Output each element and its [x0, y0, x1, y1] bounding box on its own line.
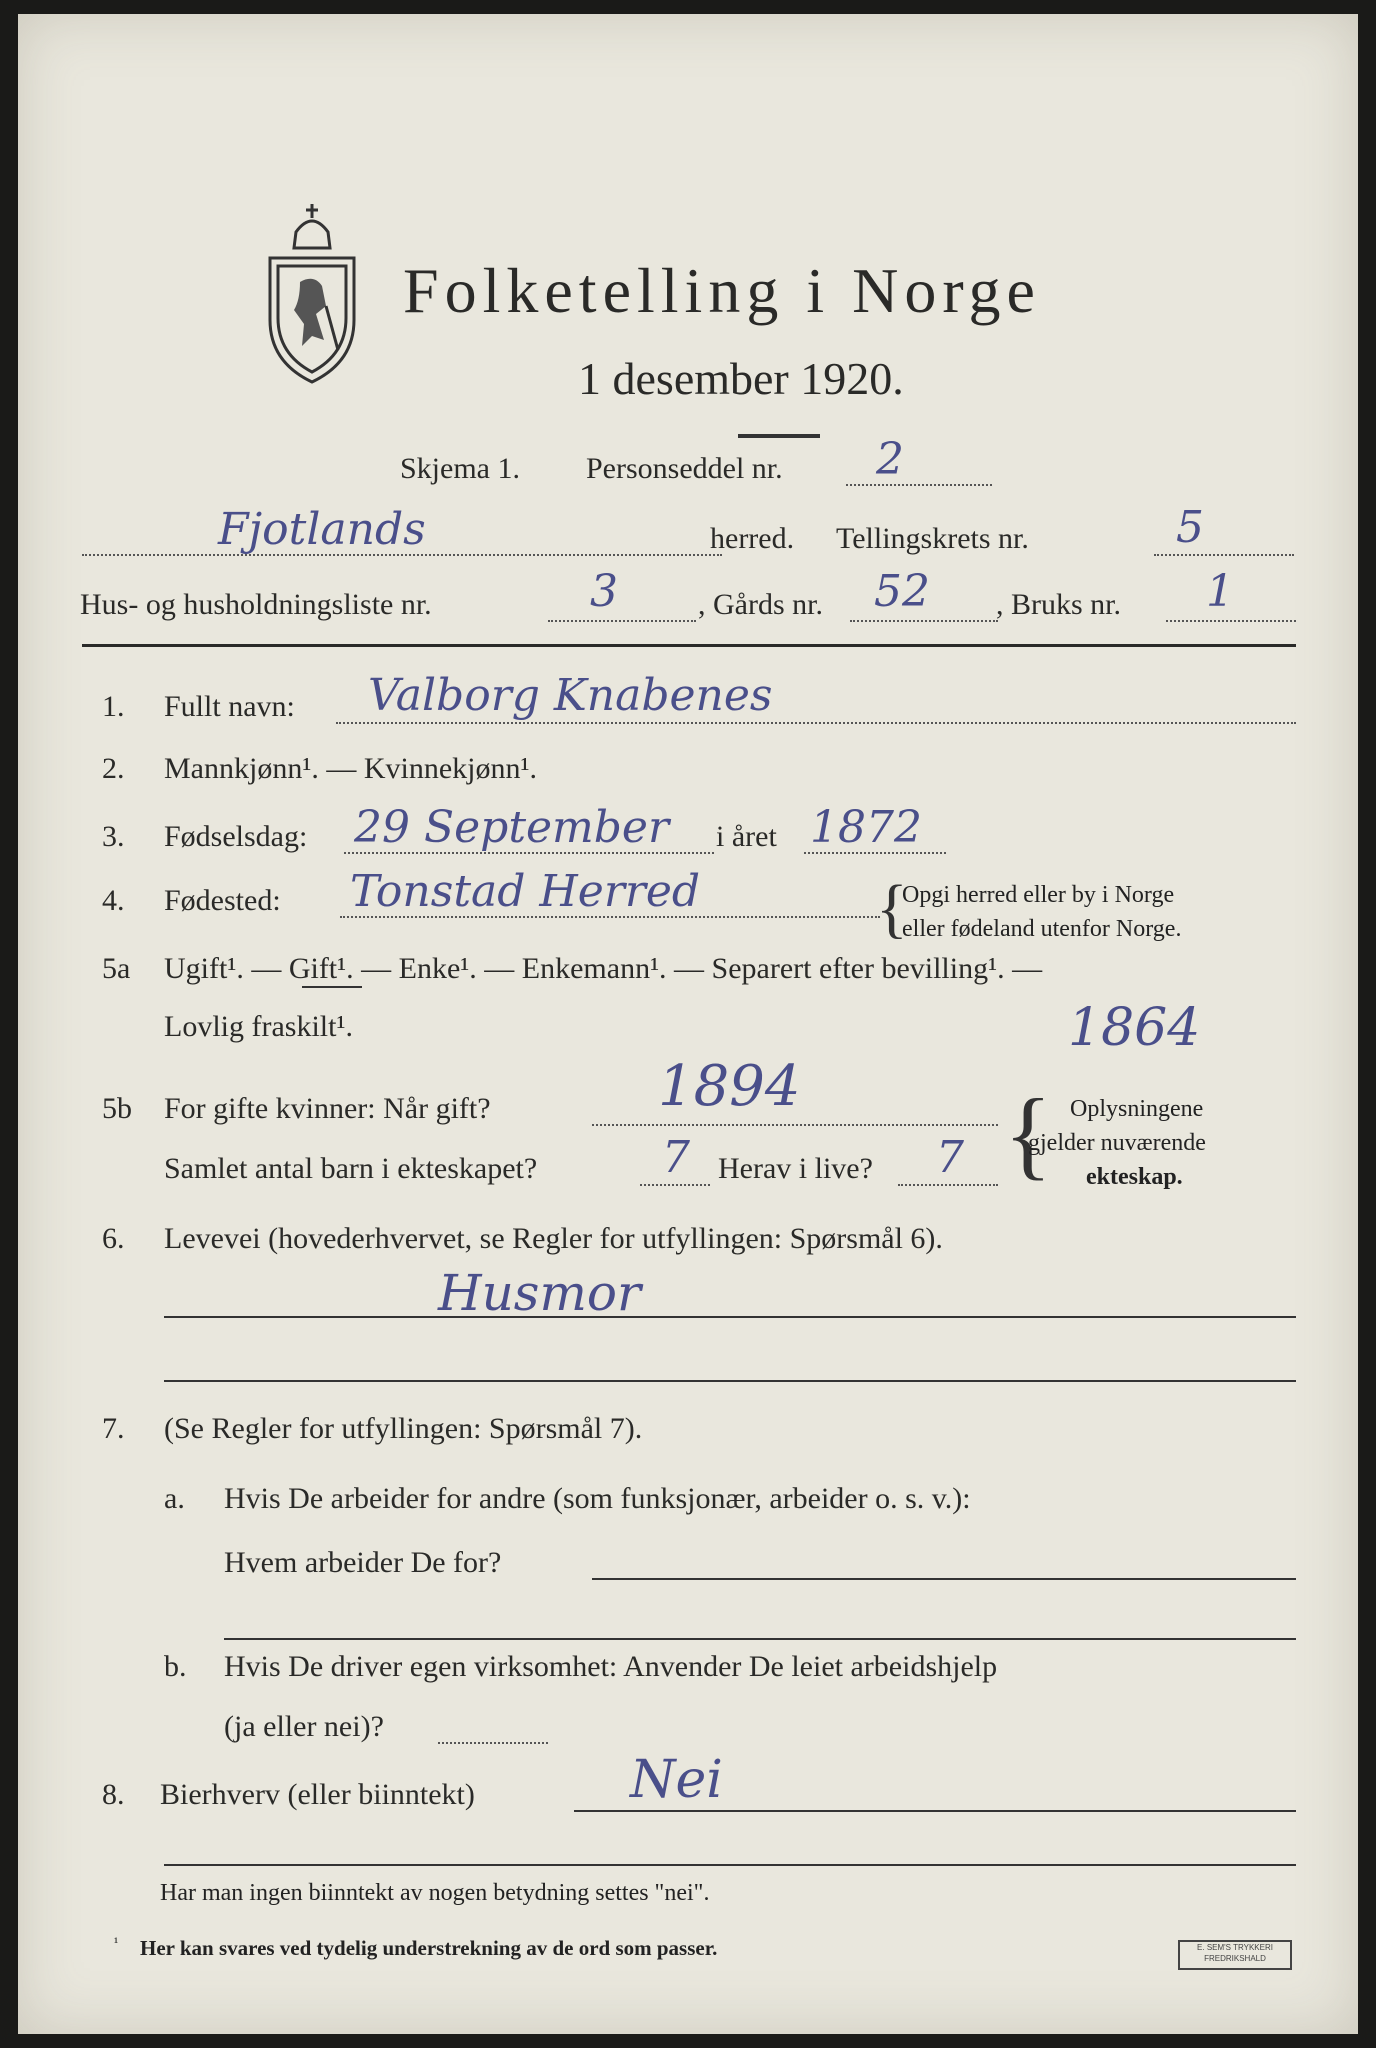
q4-note-line1: Opgi herred eller by i Norge [902, 882, 1175, 908]
marital-status-options-line2[interactable]: Lovlig fraskilt¹. [164, 1010, 353, 1043]
q4-note-line2: eller fødeland utenfor Norge. [902, 916, 1182, 942]
form-date: 1 desember 1920. [578, 353, 904, 404]
bruks-line [1166, 620, 1296, 622]
q6-label: Levevei (hovederhvervet, se Regler for utfyllingen: Spørsmål 6). [164, 1222, 943, 1255]
q6-number: 6. [102, 1222, 125, 1255]
alive-line [898, 1184, 998, 1186]
q4-brace: { [876, 872, 908, 945]
q5b-number: 5b [102, 1092, 132, 1125]
census-form-sheet [18, 14, 1358, 2034]
alive-value[interactable]: 7 [936, 1132, 964, 1183]
gards-value[interactable]: 52 [874, 566, 930, 617]
stamp-line1: E. SEM'S TRYKKERI [1197, 1943, 1273, 1952]
personseddel-line [846, 484, 992, 486]
hired-help-line[interactable] [438, 1742, 548, 1744]
alive-label: Herav i live? [718, 1152, 873, 1185]
title-divider [738, 434, 820, 438]
gards-label: , Gårds nr. [698, 588, 823, 621]
q1-label: Fullt navn: [164, 690, 295, 723]
husliste-label: Hus- og husholdningsliste nr. [80, 588, 432, 621]
side-income-line [574, 1810, 1296, 1812]
birthplace-value[interactable]: Tonstad Herred [350, 866, 701, 917]
q3-number: 3. [102, 820, 125, 853]
q2-number: 2. [102, 752, 125, 785]
birth-year-value[interactable]: 1872 [810, 802, 922, 853]
herred-value[interactable]: Fjotlands [218, 504, 426, 555]
personseddel-value[interactable]: 2 [876, 434, 904, 485]
marital-status-options[interactable]: Ugift¹. — Gift¹. — Enke¹. — Enkemann¹. — Separert efter bevilling¹. — [164, 952, 1043, 985]
full-name-value[interactable]: Valborg Knabenes [368, 670, 773, 721]
bruks-value[interactable]: 1 [1206, 566, 1234, 617]
q4-label: Fødested: [164, 884, 281, 917]
q7b-letter: b. [164, 1650, 187, 1683]
employer-line[interactable] [592, 1578, 1296, 1580]
q1-number: 1. [102, 690, 125, 723]
q8-number: 8. [102, 1778, 125, 1811]
tellingskrets-line [1154, 554, 1294, 556]
children-line [640, 1184, 710, 1186]
footnote-text: Her kan svares ved tydelig understrekning av de ord som passer. [140, 1936, 718, 1960]
occupation-line-2 [164, 1380, 1296, 1382]
tellingskrets-value[interactable]: 5 [1176, 502, 1204, 553]
husliste-value[interactable]: 3 [590, 566, 618, 617]
gender-options[interactable]: Mannkjønn¹. — Kvinnekjønn¹. [164, 752, 537, 785]
personseddel-label: Personseddel nr. [586, 452, 783, 485]
gards-line [850, 620, 998, 622]
married-year-value[interactable]: 1894 [658, 1054, 801, 1119]
married-label: For gifte kvinner: Når gift? [164, 1092, 491, 1125]
form-title: Folketelling i Norge [403, 255, 1041, 326]
q5a-number: 5a [102, 952, 131, 985]
husliste-line [548, 620, 696, 622]
q7b-line2: (ja eller nei)? [224, 1710, 384, 1743]
herred-label: herred. [710, 522, 795, 555]
footnote-mark: ¹ [114, 1936, 119, 1951]
employer-line-2[interactable] [224, 1638, 1296, 1640]
q7a-line1: Hvis De arbeider for andre (som funksjonær, arbeider o. s. v.): [224, 1482, 971, 1515]
q7-number: 7. [102, 1412, 125, 1445]
q8-label: Bierhverv (eller biinntekt) [160, 1778, 475, 1811]
q7-label: (Se Regler for utfyllingen: Spørsmål 7). [164, 1412, 643, 1445]
q5b-note-line3: ekteskap. [1086, 1164, 1183, 1190]
q5b-note-line2: gjelder nuværende [1028, 1130, 1206, 1156]
side-income-value[interactable]: Nei [630, 1750, 723, 1810]
q7a-line2: Hvem arbeider De for? [224, 1546, 502, 1579]
q5b-note-line1: Oplysningene [1070, 1096, 1204, 1122]
margin-note-year: 1864 [1068, 998, 1201, 1058]
side-income-line-2 [164, 1864, 1296, 1866]
q3-label: Fødselsdag: [164, 820, 308, 853]
occupation-line [164, 1316, 1296, 1318]
year-label: i året [716, 820, 777, 853]
header-divider [82, 644, 1296, 647]
footer-note: Har man ingen biinntekt av nogen betydning settes "nei". [160, 1880, 710, 1906]
children-value[interactable]: 7 [662, 1132, 690, 1183]
tellingskrets-label: Tellingskrets nr. [836, 522, 1029, 555]
gift-underline [302, 986, 362, 988]
bruks-label: , Bruks nr. [996, 588, 1122, 621]
q5b-brace: { [1004, 1078, 1052, 1189]
stamp-line2: FREDRIKSHALD [1204, 1954, 1266, 1963]
occupation-value[interactable]: Husmor [438, 1264, 641, 1322]
q1-line [336, 722, 1296, 724]
children-label: Samlet antal barn i ekteskapet? [164, 1152, 538, 1185]
q7b-line1: Hvis De driver egen virksomhet: Anvender De leiet arbeidshjelp [224, 1650, 998, 1683]
married-line [592, 1124, 998, 1126]
skjema-label: Skjema 1. [400, 452, 520, 485]
birthday-value[interactable]: 29 September [354, 802, 670, 853]
printer-stamp [1178, 1940, 1292, 1970]
q7a-letter: a. [164, 1482, 185, 1515]
q4-number: 4. [102, 884, 125, 917]
norwegian-coat-of-arms-icon [256, 190, 368, 390]
